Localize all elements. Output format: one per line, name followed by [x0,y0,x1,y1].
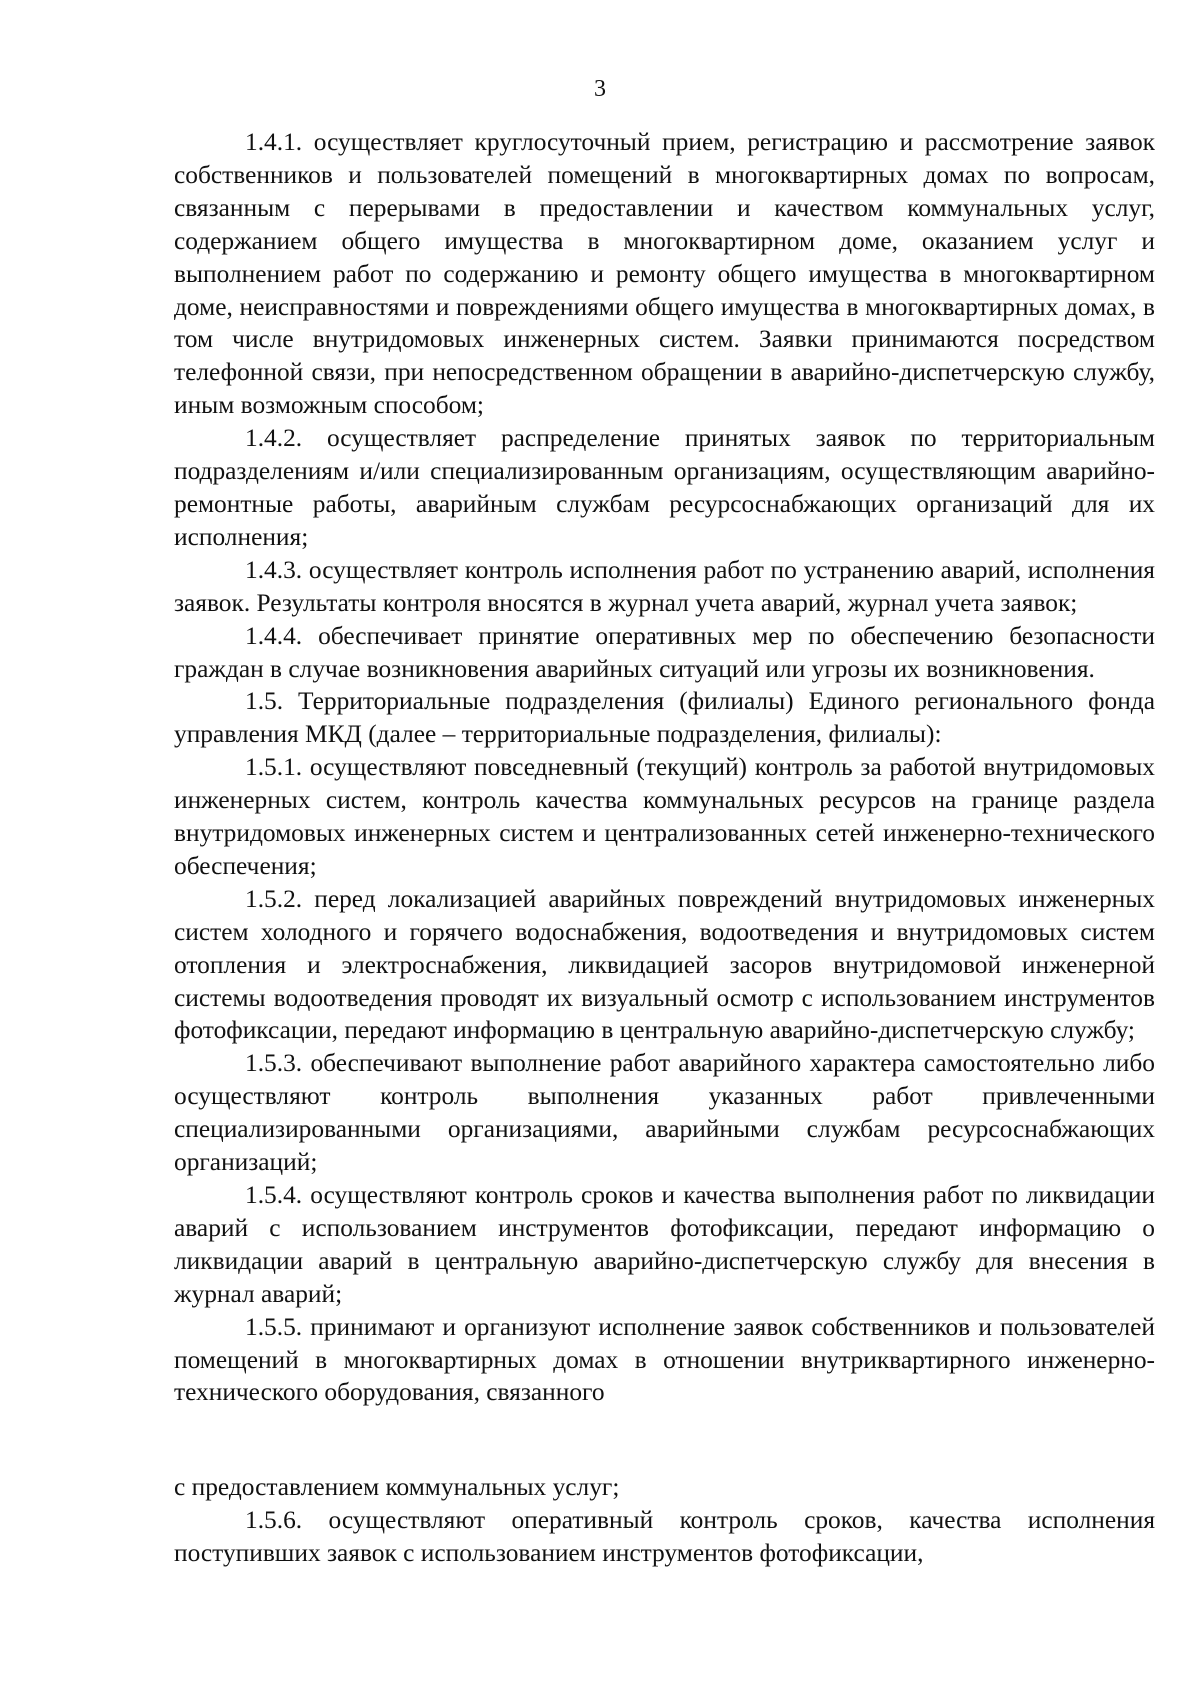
paragraph-1-4-1: 1.4.1. осуществляет круглосуточный прием, регистрацию и рассмотрение заявок собственников и пользователей помещений в многоквартирных домах по вопросам, связанным с перерывами в предоставлении и качеством коммунальных услуг, содержанием общего имущества в многоквартирном доме, оказанием услуг и выполнением работ по содержанию и ремонту общего имущества в многоквартирном доме, неисправностями и повреждениями общего имущества в многоквартирных домах, в том числе внутридомовых инженерных систем. Заявки принимаются посредством телефонной связи, при непосредственном обращении в аварийно-диспетчерскую службу, иным возможным способом; [174,128,1155,420]
paragraph-1-5-6: 1.5.6. осуществляют оперативный контроль сроков, качества исполнения поступивших заявок с использованием инструментов фотофиксации, [174,1506,1155,1568]
paragraph-1-4-2: 1.4.2. осуществляет распределение принятых заявок по территориальным подразделениям и/или специализированным организациям, осуществляющим аварийно-ремонтные работы, аварийным службам ресурсоснабжающих организаций для их исполнения; [174,424,1155,551]
paragraph-1-4-4: 1.4.4. обеспечивает принятие оперативных мер по обеспечению безопасности граждан в случае возникновения аварийных ситуаций или угрозы их возникновения. [174,621,1155,683]
page-number: 3 [594,76,606,102]
paragraph-1-5: 1.5. Территориальные подразделения (филиалы) Единого регионального фонда управления МКД (далее – территориальные подразделения, филиалы): [174,687,1155,749]
paragraph-1-5-5-continuation: с предоставлением коммунальных услуг; [174,1473,620,1502]
paragraph-1-5-2: 1.5.2. перед локализацией аварийных повреждений внутридомовых инженерных систем холодного и горячего водоснабжения, водоотведения и внутридомовых систем отопления и электроснабжения, ликвидацией засоров внутридомовой инженерной системы водоотведения проводят их визуальный осмотр с использованием инструментов фотофиксации, передают информацию в центральную аварийно-диспетчерскую службу; [174,884,1155,1045]
paragraph-1-5-5: 1.5.5. принимают и организуют исполнение заявок собственников и пользователей помещений в многоквартирных домах в отношении внутриквартирного инженерно-технического оборудования, связанного [174,1312,1155,1407]
paragraph-1-5-3: 1.5.3. обеспечивают выполнение работ аварийного характера самостоятельно либо осуществляют контроль выполнения указанных работ привлеченными специализированными организациями, аварийными службам ресурсоснабжающих организаций; [174,1049,1155,1177]
document-body [174,126,1155,1570]
paragraph-gap [174,1409,1155,1471]
paragraph-1-5-4: 1.5.4. осуществляют контроль сроков и качества выполнения работ по ликвидации аварий с использованием инструментов фотофиксации, передают информацию о ликвидации аварий в центральную аварийно-диспетчерскую службу для внесения в журнал аварий; [174,1181,1155,1308]
paragraph-1-5-1: 1.5.1. осуществляют повседневный (текущий) контроль за работой внутридомовых инженерных систем, контроль качества коммунальных ресурсов на границе раздела внутридомовых инженерных систем и централизованных сетей инженерно-технического обеспечения; [174,753,1155,880]
paragraph-1-4-3: 1.4.3. осуществляет контроль исполнения работ по устранению аварий, исполнения заявок. Результаты контроля вносятся в журнал учета аварий, журнал учета заявок; [174,555,1155,617]
